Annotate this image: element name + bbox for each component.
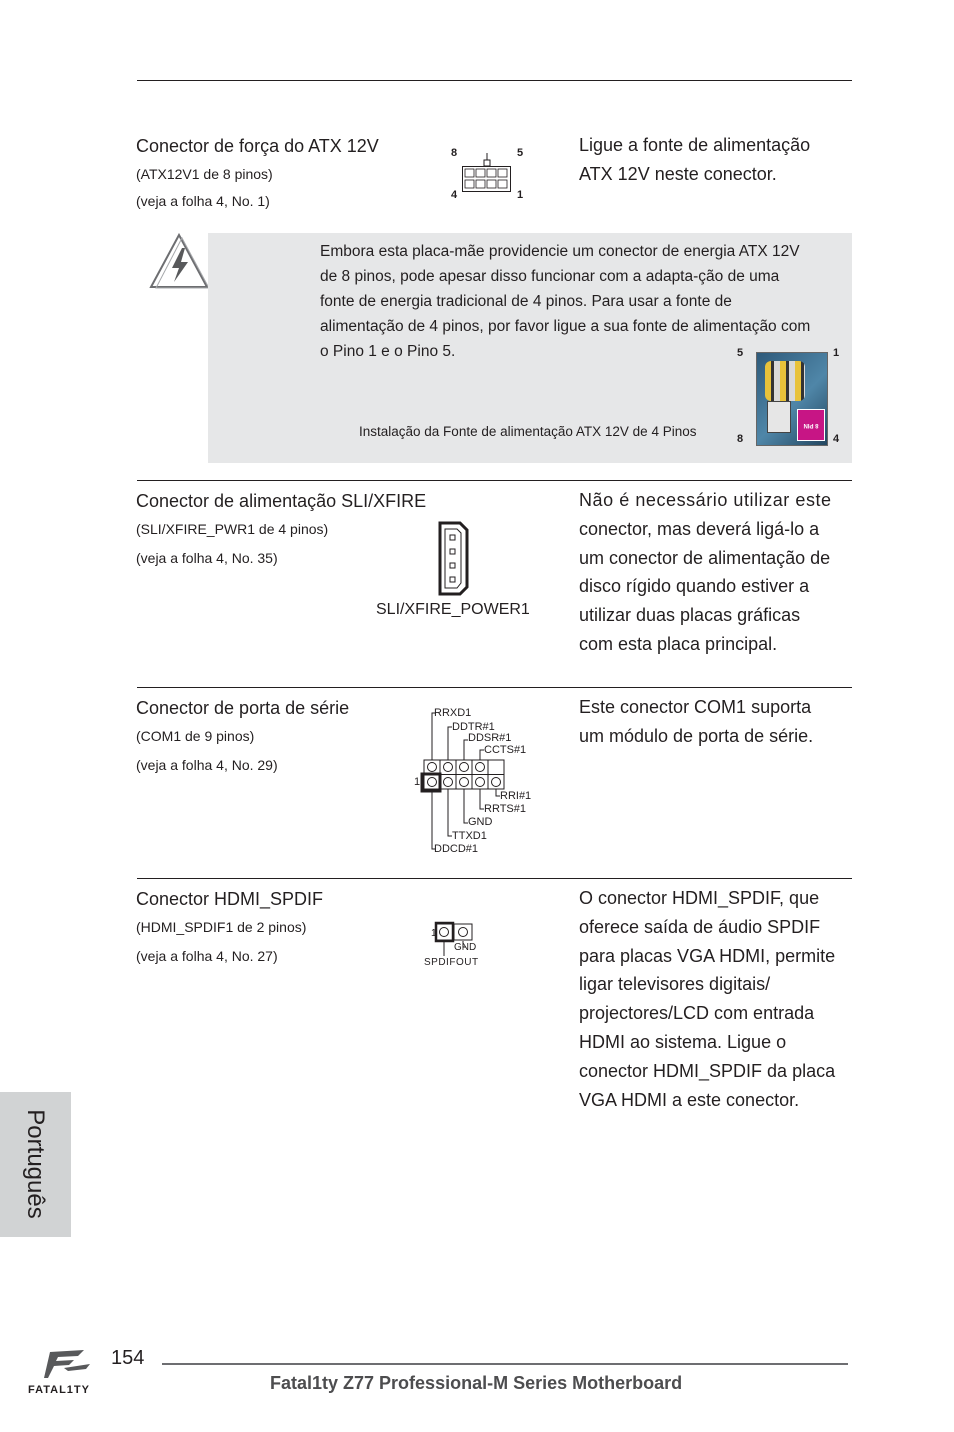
atx12v-description xyxy=(579,131,859,189)
slixfire-pin-count: (SLI/XFIRE_PWR1 de 4 pinos) xyxy=(136,521,329,537)
serial-label-ddcd1: DDCD#1 xyxy=(434,843,479,855)
atx12v-pin-1: 1 xyxy=(517,189,524,201)
fatal1ty-logo-text: FATAL1TY xyxy=(28,1384,90,1396)
atx12v-title: Conector de força do ATX 12V xyxy=(136,136,379,156)
hdmi-spdif-desc-line: HDMI ao sistema. Ligue o xyxy=(579,1031,787,1052)
slixfire-desc-line: com esta placa principal. xyxy=(579,633,778,654)
serial-desc-line: um módulo de porta de série. xyxy=(579,725,814,746)
serial-label-ttxd1: TTXD1 xyxy=(452,830,487,842)
serial-label-rrts1: RRTS#1 xyxy=(484,803,526,815)
hdmi-spdif-description xyxy=(579,884,869,1114)
footer-rule xyxy=(162,1363,848,1365)
serial-ref: (veja a folha 4, No. 29) xyxy=(136,757,278,773)
note-line: alimentação de 4 pinos, por favor ligue a sua fonte de alimentação com xyxy=(320,318,811,335)
slixfire-ref: (veja a folha 4, No. 35) xyxy=(136,550,278,566)
photo-pin-5: 5 xyxy=(737,347,744,359)
photo-board xyxy=(756,352,828,446)
section-divider xyxy=(137,480,852,481)
atx12v-ref: (veja a folha 4, No. 1) xyxy=(136,193,270,209)
photo-8pin-label xyxy=(797,409,825,441)
note-line: Embora esta placa-mãe providencie um conector de energia ATX 12V xyxy=(320,243,800,260)
language-side-tab xyxy=(0,1092,71,1237)
photo-pin-4: 4 xyxy=(833,433,840,445)
atx12v-desc-line: Ligue a fonte de alimentação xyxy=(579,135,811,155)
atx12v-connector-icon xyxy=(462,153,512,193)
slixfire-desc-line: um conector de alimentação de xyxy=(579,547,831,568)
slixfire-connector-icon xyxy=(438,521,470,597)
atx12v-connector-diagram xyxy=(448,145,528,205)
serial-label-ddsr1: DDSR#1 xyxy=(468,732,512,744)
slixfire-diagram-label: SLI/XFIRE_POWER1 xyxy=(376,601,530,618)
slixfire-title: Conector de alimentação SLI/XFIRE xyxy=(136,491,427,511)
hdmi-spdif-label-gnd: GND xyxy=(454,942,477,953)
photo-pin-1: 1 xyxy=(833,347,840,359)
slixfire-desc-line: disco rígido quando estiver a xyxy=(579,576,810,597)
atx12v-pin-5: 5 xyxy=(517,147,524,159)
serial-title: Conector de porta de série xyxy=(136,698,350,718)
serial-pin-one: 1 xyxy=(414,776,421,788)
photo-pin-8: 8 xyxy=(737,433,744,445)
warning-icon xyxy=(148,232,210,290)
footer-title: Fatal1ty Z77 Professional-M Series Motherboard xyxy=(270,1373,683,1393)
hdmi-spdif-pin-count: (HDMI_SPDIF1 de 2 pinos) xyxy=(136,919,307,935)
hdmi-spdif-desc-line: O conector HDMI_SPDIF, que xyxy=(579,888,820,908)
note-caption: Instalação da Fonte de alimentação ATX 12V de 4 Pinos xyxy=(359,424,697,439)
hdmi-spdif-desc-line: VGA HDMI a este conector. xyxy=(579,1089,800,1110)
hdmi-spdif-desc-line: oferece saída de áudio SPDIF xyxy=(579,916,821,937)
atx12v-pin-8: 8 xyxy=(451,147,458,159)
page-number: 154 xyxy=(111,1347,145,1369)
atx12v-pin-count: (ATX12V1 de 8 pinos) xyxy=(136,166,273,182)
slixfire-desc-line: conector, mas deverá ligá-lo a xyxy=(579,518,820,539)
serial-label-ccts1: CCTS#1 xyxy=(484,744,527,756)
hdmi-spdif-title: Conector HDMI_SPDIF xyxy=(136,889,324,909)
language-side-tab-label: Português xyxy=(22,1109,49,1219)
hdmi-spdif-desc-line: projectores/LCD com entrada xyxy=(579,1003,815,1024)
hdmi-spdif-connector-diagram xyxy=(424,920,484,970)
serial-label-ddtr1: DDTR#1 xyxy=(452,721,495,733)
fatal1ty-logo-icon xyxy=(44,1348,92,1380)
photo-8pin-text: 8 PIN xyxy=(803,422,819,428)
photo-cables xyxy=(765,361,805,401)
section-divider xyxy=(137,878,852,879)
slixfire-desc-line: Não é necessário utilizar este xyxy=(579,490,832,510)
note-line: fonte de energia tradicional de 4 pinos. Para usar a fonte de xyxy=(320,293,732,310)
note-line: o Pino 1 e o Pino 5. xyxy=(320,343,456,360)
serial-pin-count: (COM1 de 9 pinos) xyxy=(136,728,255,744)
atx12v-desc-line: ATX 12V neste conector. xyxy=(579,163,777,184)
serial-label-rrxd1: RRXD1 xyxy=(434,707,472,719)
note-line: de 8 pinos, pode apesar disso funcionar com a adapta-ção de uma xyxy=(320,268,780,285)
photo-connector xyxy=(767,401,791,433)
serial-label-rri1: RRI#1 xyxy=(500,790,532,802)
serial-label-gnd: GND xyxy=(468,816,493,828)
hdmi-spdif-label-spdifout: SPDIFOUT xyxy=(424,957,479,968)
section-divider xyxy=(137,687,852,688)
atx12v-pin-4: 4 xyxy=(451,189,458,201)
slixfire-desc-line: utilizar duas placas gráficas xyxy=(579,605,801,626)
top-rule xyxy=(137,80,852,81)
hdmi-spdif-desc-line: ligar televisores digitais/ xyxy=(579,974,771,995)
serial-description xyxy=(579,693,859,751)
psu-photo xyxy=(732,344,844,448)
serial-connector-diagram xyxy=(412,703,542,858)
fatal1ty-logo xyxy=(28,1348,106,1404)
hdmi-spdif-pin-one: 1 xyxy=(431,928,437,939)
slixfire-description xyxy=(579,486,859,659)
serial-desc-line: Este conector COM1 suporta xyxy=(579,697,812,717)
hdmi-spdif-desc-line: conector HDMI_SPDIF da placa xyxy=(579,1060,836,1081)
hdmi-spdif-desc-line: para placas VGA HDMI, permite xyxy=(579,945,836,966)
hdmi-spdif-ref: (veja a folha 4, No. 27) xyxy=(136,948,278,964)
